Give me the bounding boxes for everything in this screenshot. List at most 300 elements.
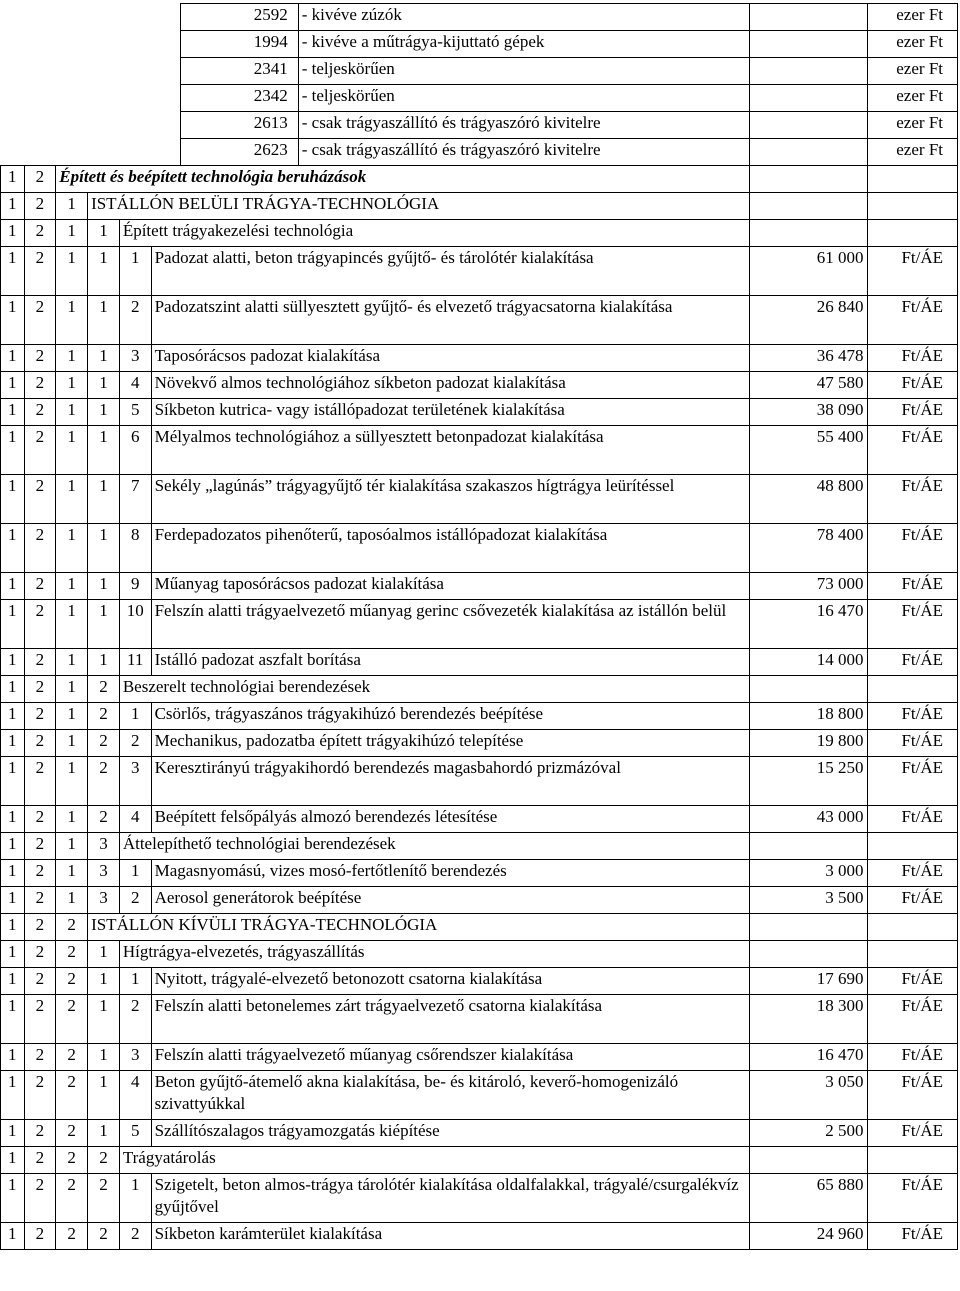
description-cell: Felszín alatti betonelemes zárt trágyaelvezető csatorna kialakítása — [151, 995, 749, 1044]
level-cell: 1 — [1, 296, 25, 345]
level-cell: 2 — [24, 1223, 56, 1250]
table-row — [1, 1120, 958, 1147]
value-cell: 14 000 — [749, 649, 868, 676]
level-cell: 1 — [1, 573, 25, 600]
level-cell: 6 — [119, 426, 151, 475]
description-cell: Szigetelt, beton almos-trágya tárolótér kialakítása oldalfalakkal, trágyalé/csurgalékvíz gyűjtővel — [151, 1174, 749, 1223]
level-cell: 1 — [56, 399, 88, 426]
level-cell: 1 — [1, 995, 25, 1044]
code-cell: 2341 — [181, 58, 299, 85]
level-cell: 2 — [24, 833, 56, 860]
value-cell: 43 000 — [749, 806, 868, 833]
level-cell: 1 — [1, 676, 25, 703]
table-row — [1, 860, 958, 887]
description-cell: Épített és beépített technológia beruházások — [56, 166, 749, 193]
code-row — [1, 31, 958, 58]
level-cell: 1 — [88, 600, 120, 649]
table-row — [1, 345, 958, 372]
table-row — [1, 676, 958, 703]
description-cell: Trágyatárolás — [119, 1147, 749, 1174]
description-cell: Szállítószalagos trágyamozgatás kiépítése — [151, 1120, 749, 1147]
level-cell: 2 — [56, 1174, 88, 1223]
unit-cell: Ft/ÁE — [868, 1044, 958, 1071]
level-cell: 1 — [1, 426, 25, 475]
level-cell: 1 — [1, 1044, 25, 1071]
level-cell: 1 — [56, 730, 88, 757]
level-cell: 1 — [88, 524, 120, 573]
table-row — [1, 995, 958, 1044]
unit-cell — [868, 193, 958, 220]
level-cell: 2 — [56, 995, 88, 1044]
level-cell: 1 — [1, 524, 25, 573]
level-cell: 3 — [88, 833, 120, 860]
value-cell — [749, 220, 868, 247]
value-cell — [749, 193, 868, 220]
unit-cell: Ft/ÁE — [868, 806, 958, 833]
level-cell: 8 — [119, 524, 151, 573]
table-row — [1, 703, 958, 730]
level-cell: 2 — [24, 426, 56, 475]
description-cell: - kivéve zúzók — [298, 4, 749, 31]
table-row — [1, 649, 958, 676]
level-cell: 10 — [119, 600, 151, 649]
level-cell: 2 — [24, 914, 56, 941]
level-cell: 1 — [119, 703, 151, 730]
unit-cell: Ft/ÁE — [868, 649, 958, 676]
level-cell: 2 — [88, 1147, 120, 1174]
level-cell: 2 — [24, 1120, 56, 1147]
level-cell: 1 — [88, 345, 120, 372]
level-cell: 1 — [1, 806, 25, 833]
level-cell: 1 — [56, 573, 88, 600]
table-row — [1, 372, 958, 399]
level-cell: 1 — [56, 475, 88, 524]
level-cell: 1 — [1, 703, 25, 730]
description-cell: Istálló padozat aszfalt borítása — [151, 649, 749, 676]
description-cell: Sekély „lagúnás” trágyagyűjtő tér kialakítása szakaszos hígtrágya leürítéssel — [151, 475, 749, 524]
value-cell — [749, 58, 868, 85]
value-cell: 18 800 — [749, 703, 868, 730]
value-cell — [749, 914, 868, 941]
unit-cell: Ft/ÁE — [868, 247, 958, 296]
level-cell: 2 — [56, 941, 88, 968]
level-cell: 1 — [56, 193, 88, 220]
table-row — [1, 166, 958, 193]
level-cell: 2 — [24, 1147, 56, 1174]
level-cell: 1 — [88, 220, 120, 247]
value-cell: 3 000 — [749, 860, 868, 887]
level-cell: 9 — [119, 573, 151, 600]
unit-cell: Ft/ÁE — [868, 600, 958, 649]
level-cell: 1 — [1, 914, 25, 941]
description-cell: Síkbeton karámterület kialakítása — [151, 1223, 749, 1250]
value-cell: 26 840 — [749, 296, 868, 345]
cost-table — [0, 3, 958, 1250]
table-row — [1, 426, 958, 475]
level-cell: 1 — [56, 247, 88, 296]
blank-cell — [1, 139, 181, 166]
description-cell: Ferdepadozatos pihenőterű, taposóalmos istállópadozat kialakítása — [151, 524, 749, 573]
description-cell: - csak trágyaszállító és trágyaszóró kivitelre — [298, 139, 749, 166]
description-cell: Csörlős, trágyaszános trágyakihúzó berendezés beépítése — [151, 703, 749, 730]
level-cell: 1 — [119, 860, 151, 887]
level-cell: 1 — [56, 524, 88, 573]
level-cell: 11 — [119, 649, 151, 676]
level-cell: 2 — [56, 1120, 88, 1147]
level-cell: 1 — [88, 247, 120, 296]
level-cell: 3 — [119, 345, 151, 372]
unit-cell: Ft/ÁE — [868, 475, 958, 524]
value-cell: 47 580 — [749, 372, 868, 399]
level-cell: 3 — [119, 757, 151, 806]
level-cell: 3 — [119, 1044, 151, 1071]
level-cell: 5 — [119, 399, 151, 426]
level-cell: 1 — [1, 887, 25, 914]
level-cell: 2 — [24, 166, 56, 193]
description-cell: Beépített felsőpályás almozó berendezés létesítése — [151, 806, 749, 833]
level-cell: 2 — [119, 730, 151, 757]
table-row — [1, 600, 958, 649]
level-cell: 2 — [24, 649, 56, 676]
level-cell: 1 — [1, 941, 25, 968]
description-cell: Hígtrágya-elvezetés, trágyaszállítás — [119, 941, 749, 968]
level-cell: 1 — [56, 806, 88, 833]
unit-cell — [868, 833, 958, 860]
code-cell: 2342 — [181, 85, 299, 112]
level-cell: 1 — [56, 600, 88, 649]
description-cell: Műanyag taposórácsos padozat kialakítása — [151, 573, 749, 600]
description-cell: Padozatszint alatti süllyesztett gyűjtő- és elvezető trágyacsatorna kialakítása — [151, 296, 749, 345]
level-cell: 1 — [1, 730, 25, 757]
level-cell: 1 — [88, 1071, 120, 1120]
description-cell: Felszín alatti trágyaelvezető műanyag csőrendszer kialakítása — [151, 1044, 749, 1071]
unit-cell: Ft/ÁE — [868, 399, 958, 426]
level-cell: 2 — [24, 247, 56, 296]
code-cell: 2592 — [181, 4, 299, 31]
level-cell: 2 — [24, 995, 56, 1044]
level-cell: 1 — [88, 1120, 120, 1147]
level-cell: 2 — [24, 220, 56, 247]
code-cell: 1994 — [181, 31, 299, 58]
level-cell: 1 — [56, 649, 88, 676]
level-cell: 7 — [119, 475, 151, 524]
blank-cell — [1, 85, 181, 112]
value-cell: 24 960 — [749, 1223, 868, 1250]
code-row — [1, 85, 958, 112]
table-row — [1, 475, 958, 524]
description-cell: Felszín alatti trágyaelvezető műanyag gerinc csővezeték kialakítása az istállón belül — [151, 600, 749, 649]
description-cell: - csak trágyaszállító és trágyaszóró kivitelre — [298, 112, 749, 139]
unit-cell: ezer Ft — [868, 58, 958, 85]
level-cell: 1 — [1, 345, 25, 372]
description-cell: ISTÁLLÓN BELÜLI TRÁGYA-TECHNOLÓGIA — [88, 193, 750, 220]
value-cell: 48 800 — [749, 475, 868, 524]
level-cell: 2 — [24, 968, 56, 995]
level-cell: 1 — [1, 247, 25, 296]
level-cell: 2 — [24, 1044, 56, 1071]
unit-cell: Ft/ÁE — [868, 573, 958, 600]
table-row — [1, 193, 958, 220]
level-cell: 2 — [24, 193, 56, 220]
level-cell: 3 — [88, 860, 120, 887]
code-row — [1, 112, 958, 139]
code-cell: 2623 — [181, 139, 299, 166]
table-row — [1, 247, 958, 296]
unit-cell: Ft/ÁE — [868, 703, 958, 730]
level-cell: 1 — [1, 220, 25, 247]
unit-cell: Ft/ÁE — [868, 1174, 958, 1223]
level-cell: 1 — [56, 372, 88, 399]
level-cell: 2 — [119, 296, 151, 345]
level-cell: 2 — [24, 296, 56, 345]
level-cell: 1 — [56, 220, 88, 247]
level-cell: 1 — [1, 1147, 25, 1174]
level-cell: 2 — [88, 730, 120, 757]
level-cell: 1 — [56, 676, 88, 703]
value-cell — [749, 4, 868, 31]
value-cell: 3 500 — [749, 887, 868, 914]
value-cell: 65 880 — [749, 1174, 868, 1223]
description-cell: - teljeskörűen — [298, 58, 749, 85]
unit-cell: Ft/ÁE — [868, 1071, 958, 1120]
table-body — [1, 4, 958, 1250]
level-cell: 1 — [119, 1174, 151, 1223]
level-cell: 2 — [56, 1044, 88, 1071]
level-cell: 1 — [1, 1071, 25, 1120]
level-cell: 2 — [24, 475, 56, 524]
level-cell: 1 — [1, 1174, 25, 1223]
level-cell: 1 — [56, 703, 88, 730]
level-cell: 1 — [88, 1044, 120, 1071]
level-cell: 1 — [88, 399, 120, 426]
value-cell: 78 400 — [749, 524, 868, 573]
level-cell: 1 — [56, 345, 88, 372]
table-row — [1, 399, 958, 426]
description-cell: Keresztirányú trágyakihordó berendezés magasbahordó prizmázóval — [151, 757, 749, 806]
value-cell — [749, 833, 868, 860]
value-cell: 2 500 — [749, 1120, 868, 1147]
value-cell: 15 250 — [749, 757, 868, 806]
value-cell — [749, 139, 868, 166]
level-cell: 1 — [88, 941, 120, 968]
description-cell: Áttelepíthető technológiai berendezések — [119, 833, 749, 860]
level-cell: 2 — [24, 676, 56, 703]
level-cell: 2 — [88, 1223, 120, 1250]
value-cell: 16 470 — [749, 1044, 868, 1071]
table-row — [1, 941, 958, 968]
description-cell: Beton gyűjtő-átemelő akna kialakítása, be- és kitároló, keverő-homogenizáló szivattyúkkal — [151, 1071, 749, 1120]
level-cell: 1 — [88, 995, 120, 1044]
level-cell: 1 — [88, 372, 120, 399]
unit-cell — [868, 941, 958, 968]
description-cell: Növekvő almos technológiához síkbeton padozat kialakítása — [151, 372, 749, 399]
unit-cell: Ft/ÁE — [868, 757, 958, 806]
unit-cell: Ft/ÁE — [868, 887, 958, 914]
level-cell: 2 — [24, 1174, 56, 1223]
level-cell: 2 — [24, 730, 56, 757]
value-cell — [749, 1147, 868, 1174]
description-cell: Mélyalmos technológiához a süllyesztett betonpadozat kialakítása — [151, 426, 749, 475]
unit-cell: ezer Ft — [868, 31, 958, 58]
unit-cell: Ft/ÁE — [868, 968, 958, 995]
level-cell: 2 — [56, 1071, 88, 1120]
level-cell: 1 — [1, 1120, 25, 1147]
level-cell: 1 — [1, 1223, 25, 1250]
level-cell: 2 — [24, 345, 56, 372]
value-cell — [749, 112, 868, 139]
code-cell: 2613 — [181, 112, 299, 139]
unit-cell: Ft/ÁE — [868, 426, 958, 475]
level-cell: 2 — [56, 914, 88, 941]
table-row — [1, 757, 958, 806]
unit-cell: Ft/ÁE — [868, 345, 958, 372]
value-cell: 36 478 — [749, 345, 868, 372]
description-cell: ISTÁLLÓN KÍVÜLI TRÁGYA-TECHNOLÓGIA — [88, 914, 750, 941]
value-cell: 17 690 — [749, 968, 868, 995]
level-cell: 1 — [56, 757, 88, 806]
level-cell: 2 — [24, 806, 56, 833]
level-cell: 2 — [24, 887, 56, 914]
unit-cell: Ft/ÁE — [868, 1223, 958, 1250]
level-cell: 2 — [56, 1223, 88, 1250]
unit-cell: Ft/ÁE — [868, 1120, 958, 1147]
value-cell — [749, 941, 868, 968]
code-row — [1, 4, 958, 31]
value-cell: 38 090 — [749, 399, 868, 426]
description-cell: Beszerelt technológiai berendezések — [119, 676, 749, 703]
level-cell: 1 — [1, 372, 25, 399]
level-cell: 1 — [56, 426, 88, 475]
level-cell: 2 — [24, 1071, 56, 1120]
table-row — [1, 968, 958, 995]
level-cell: 2 — [88, 757, 120, 806]
level-cell: 1 — [56, 296, 88, 345]
unit-cell — [868, 166, 958, 193]
level-cell: 2 — [56, 1147, 88, 1174]
table-row — [1, 914, 958, 941]
level-cell: 2 — [88, 806, 120, 833]
level-cell: 1 — [119, 247, 151, 296]
level-cell: 2 — [24, 860, 56, 887]
level-cell: 2 — [88, 1174, 120, 1223]
level-cell: 2 — [56, 968, 88, 995]
unit-cell: Ft/ÁE — [868, 860, 958, 887]
description-cell: Magasnyomású, vizes mosó-fertőtlenítő berendezés — [151, 860, 749, 887]
level-cell: 1 — [1, 833, 25, 860]
blank-cell — [1, 112, 181, 139]
level-cell: 2 — [24, 399, 56, 426]
table-row — [1, 806, 958, 833]
unit-cell: Ft/ÁE — [868, 730, 958, 757]
code-row — [1, 58, 958, 85]
level-cell: 2 — [24, 600, 56, 649]
unit-cell — [868, 1147, 958, 1174]
value-cell: 3 050 — [749, 1071, 868, 1120]
level-cell: 2 — [24, 941, 56, 968]
level-cell: 4 — [119, 806, 151, 833]
value-cell — [749, 85, 868, 112]
unit-cell — [868, 220, 958, 247]
value-cell — [749, 31, 868, 58]
level-cell: 1 — [1, 757, 25, 806]
level-cell: 1 — [88, 296, 120, 345]
table-row — [1, 730, 958, 757]
level-cell: 1 — [88, 968, 120, 995]
level-cell: 1 — [1, 475, 25, 524]
description-cell: - teljeskörűen — [298, 85, 749, 112]
value-cell: 18 300 — [749, 995, 868, 1044]
level-cell: 1 — [1, 968, 25, 995]
level-cell: 4 — [119, 1071, 151, 1120]
unit-cell: ezer Ft — [868, 4, 958, 31]
table-row — [1, 1147, 958, 1174]
level-cell: 1 — [88, 426, 120, 475]
description-cell: Épített trágyakezelési technológia — [119, 220, 749, 247]
value-cell: 73 000 — [749, 573, 868, 600]
level-cell: 3 — [88, 887, 120, 914]
value-cell: 19 800 — [749, 730, 868, 757]
description-cell: Padozat alatti, beton trágyapincés gyűjtő- és tárolótér kialakítása — [151, 247, 749, 296]
description-cell: Síkbeton kutrica- vagy istállópadozat területének kialakítása — [151, 399, 749, 426]
code-row — [1, 139, 958, 166]
level-cell: 2 — [88, 703, 120, 730]
value-cell: 55 400 — [749, 426, 868, 475]
level-cell: 2 — [119, 1223, 151, 1250]
unit-cell: ezer Ft — [868, 139, 958, 166]
value-cell — [749, 676, 868, 703]
level-cell: 2 — [24, 372, 56, 399]
value-cell: 61 000 — [749, 247, 868, 296]
level-cell: 1 — [56, 833, 88, 860]
unit-cell: Ft/ÁE — [868, 296, 958, 345]
table-row — [1, 1223, 958, 1250]
table-row — [1, 220, 958, 247]
level-cell: 5 — [119, 1120, 151, 1147]
unit-cell: ezer Ft — [868, 112, 958, 139]
blank-cell — [1, 31, 181, 58]
unit-cell — [868, 914, 958, 941]
level-cell: 1 — [88, 475, 120, 524]
level-cell: 1 — [1, 600, 25, 649]
description-cell: - kivéve a műtrágya-kijuttató gépek — [298, 31, 749, 58]
level-cell: 1 — [1, 860, 25, 887]
unit-cell — [868, 676, 958, 703]
level-cell: 1 — [1, 166, 25, 193]
table-row — [1, 1174, 958, 1223]
description-cell: Taposórácsos padozat kialakítása — [151, 345, 749, 372]
level-cell: 1 — [1, 399, 25, 426]
level-cell: 2 — [24, 757, 56, 806]
level-cell: 1 — [56, 887, 88, 914]
level-cell: 1 — [1, 193, 25, 220]
value-cell — [749, 166, 868, 193]
level-cell: 2 — [88, 676, 120, 703]
description-cell: Mechanikus, padozatba épített trágyakihúzó telepítése — [151, 730, 749, 757]
level-cell: 1 — [88, 649, 120, 676]
level-cell: 2 — [24, 703, 56, 730]
table-row — [1, 296, 958, 345]
level-cell: 4 — [119, 372, 151, 399]
table-row — [1, 573, 958, 600]
table-row — [1, 524, 958, 573]
unit-cell: Ft/ÁE — [868, 372, 958, 399]
level-cell: 2 — [24, 573, 56, 600]
level-cell: 2 — [119, 887, 151, 914]
unit-cell: Ft/ÁE — [868, 995, 958, 1044]
level-cell: 2 — [24, 524, 56, 573]
level-cell: 1 — [119, 968, 151, 995]
table-row — [1, 887, 958, 914]
